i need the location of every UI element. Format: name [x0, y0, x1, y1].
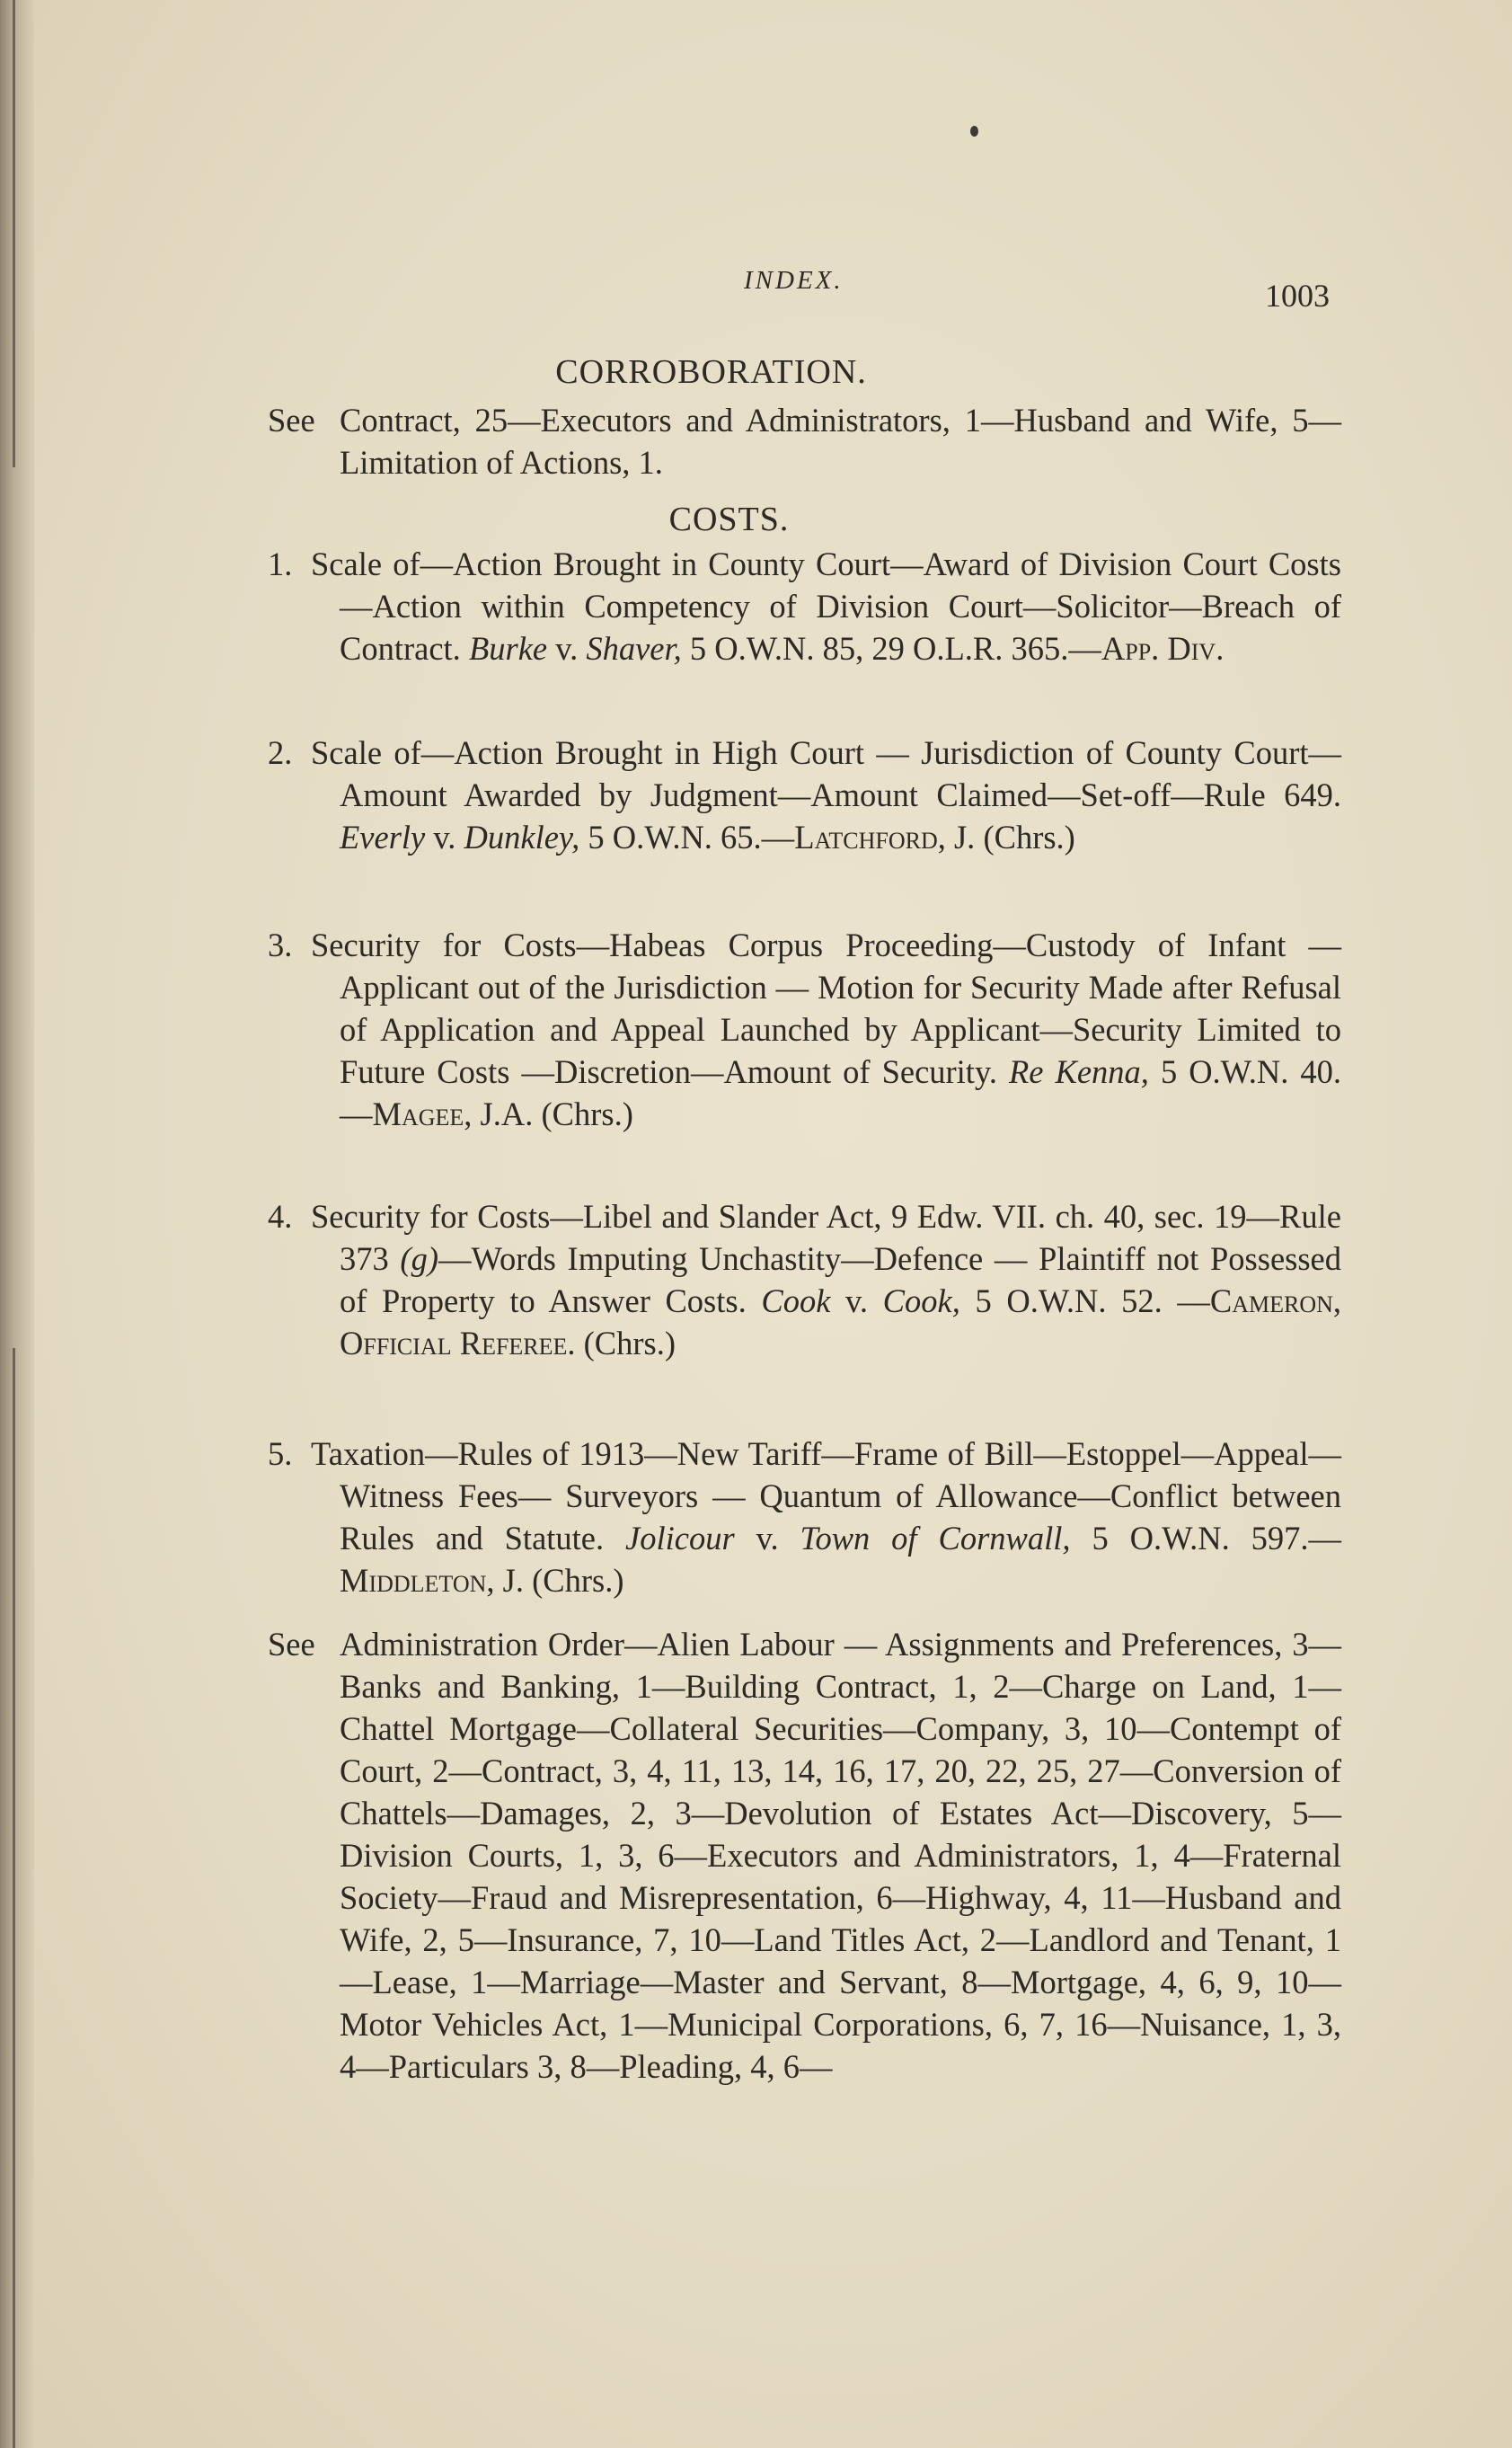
entry-judge: App. Div.: [1101, 630, 1225, 667]
entry-number: 4.: [268, 1198, 293, 1235]
entry-judge: Magee, J.A.: [372, 1095, 534, 1132]
case-party-b: Town of Cornwall,: [800, 1520, 1071, 1557]
entry-number: 3.: [268, 927, 293, 963]
entry-text: Security for Costs—Habeas Corpus Proceeding—Custody of Infant — Applicant out of the Jurisdiction — Motion for Security Made after Refusal of Application and Appeal Launched by Applicant—Security Limited to Future Costs —Discretion—Amount of Security.: [311, 927, 1341, 1090]
entry-number: 5.: [268, 1435, 293, 1472]
costs-entry-1: [268, 543, 1341, 670]
entry-suffix: (Chrs.): [541, 1095, 633, 1132]
case-versus: v.: [756, 1520, 779, 1557]
entry-judge: Cameron, Official Referee.: [340, 1282, 1342, 1361]
running-head: INDEX.: [744, 266, 844, 295]
entry-text: Taxation—Rules of 1913—New Tariff—Frame of Bill—Estoppel—Appeal—Witness Fees— Surveyors — Quantum of Allowance—Conflict between Rules and Statute.: [311, 1435, 1341, 1557]
entry-judge: Latchford, J.: [794, 819, 976, 856]
entry-suffix: (Chrs.): [983, 819, 1075, 856]
entry-suffix: (Chrs.): [583, 1325, 676, 1361]
costs-entry-3: [268, 924, 1341, 1135]
case-versus: v.: [433, 819, 456, 856]
entry-citation: 5 O.W.N. 65.—: [588, 819, 795, 856]
entry-number: 2.: [268, 734, 293, 771]
ink-speck: [970, 126, 978, 137]
heading-costs: COSTS.: [668, 501, 790, 538]
case-versus: v.: [845, 1282, 869, 1319]
heading-corroboration: CORROBORATION.: [555, 353, 867, 391]
entry-text: Scale of—Action Brought in High Court — Jurisdiction of County Court—Amount Awarded by Judgment—Amount Claimed—Set-off—Rule 649.: [311, 734, 1341, 813]
entry-number: 1.: [268, 545, 293, 582]
case-party-b: Cook,: [882, 1282, 960, 1319]
entry-suffix: (Chrs.): [532, 1562, 624, 1599]
costs-entry-5: [268, 1432, 1341, 1601]
case-party-a: Jolicour: [625, 1520, 735, 1557]
entry-text-cont: —Words Imputing Unchastity—Defence — Plaintiff not Possessed of Property to Answer Costs.: [340, 1240, 1342, 1319]
entry-text-italic: (g): [400, 1240, 438, 1277]
entry-citation: 5 O.W.N. 597.—: [1092, 1520, 1342, 1557]
corroboration-see-reference: [268, 399, 1341, 483]
page-number: 1003: [1265, 278, 1330, 314]
case-party-b: Shaver,: [586, 630, 682, 667]
case-versus: v.: [555, 630, 579, 667]
case-party-a: Everly: [340, 819, 426, 856]
entry-citation: 5 O.W.N. 85, 29 O.L.R. 365.—: [689, 630, 1101, 667]
see-label: See: [268, 1626, 315, 1663]
entry-citation: 5 O.W.N. 52. —: [975, 1282, 1210, 1319]
costs-entry-4: [268, 1195, 1341, 1364]
see-label: See: [268, 402, 315, 439]
entry-text: Scale of—Action Brought in County Court—Award of Division Court Costs—Action within Competency of Division Court—Solicitor—Breach of Contract.: [311, 545, 1341, 667]
entry-judge: Middleton, J.: [340, 1562, 524, 1599]
corroboration-text: Contract, 25—Executors and Administrators, 1—Husband and Wife, 5—Limitation of Actions, 1.: [340, 402, 1341, 481]
case-party-b: Dunkley,: [464, 819, 580, 856]
binding-line: [13, 1348, 15, 2448]
case-party-a: Re Kenna,: [1008, 1053, 1149, 1090]
case-party-a: Cook: [761, 1282, 831, 1319]
costs-entry-2: [268, 732, 1341, 858]
case-party-a: Burke: [468, 630, 548, 667]
costs-see-also: [268, 1623, 1341, 2088]
entry-text: Security for Costs—Libel and Slander Act, 9 Edw. VII. ch. 40, sec. 19—Rule 373: [311, 1198, 1341, 1277]
see-also-text: Administration Order—Alien Labour — Assignments and Preferences, 3—Banks and Banking, 1—Building Contract, 1, 2—Charge on Land, 1—Chattel Mortgage—Collateral Securities—Company, 3, 10—Contempt of Court, 2—Contract, 3, 4, 11, 13, 14, 16, 17, 20, 22, 25, 27—Conversion of Chattels—Damages, 2, 3—Devolution of Estates Act—Discovery, 5—Division Courts, 1, 3, 6—Executors and Administrators, 1, 4—Fraternal Society—Fraud and Misrepresentation, 6—Highway, 4, 11—Husband and Wife, 2, 5—Insurance, 7, 10—Land Titles Act, 2—Landlord and Tenant, 1—Lease, 1—Marriage—Master and Servant, 8—Mortgage, 4, 6, 9, 10—Motor Vehicles Act, 1—Municipal Corporations, 6, 7, 16—Nuisance, 1, 3, 4—Particulars 3, 8—Pleading, 4, 6—: [340, 1626, 1341, 2085]
entry-citation: 5 O.W.N. 40. —: [340, 1053, 1342, 1132]
binding-line: [13, 0, 15, 467]
